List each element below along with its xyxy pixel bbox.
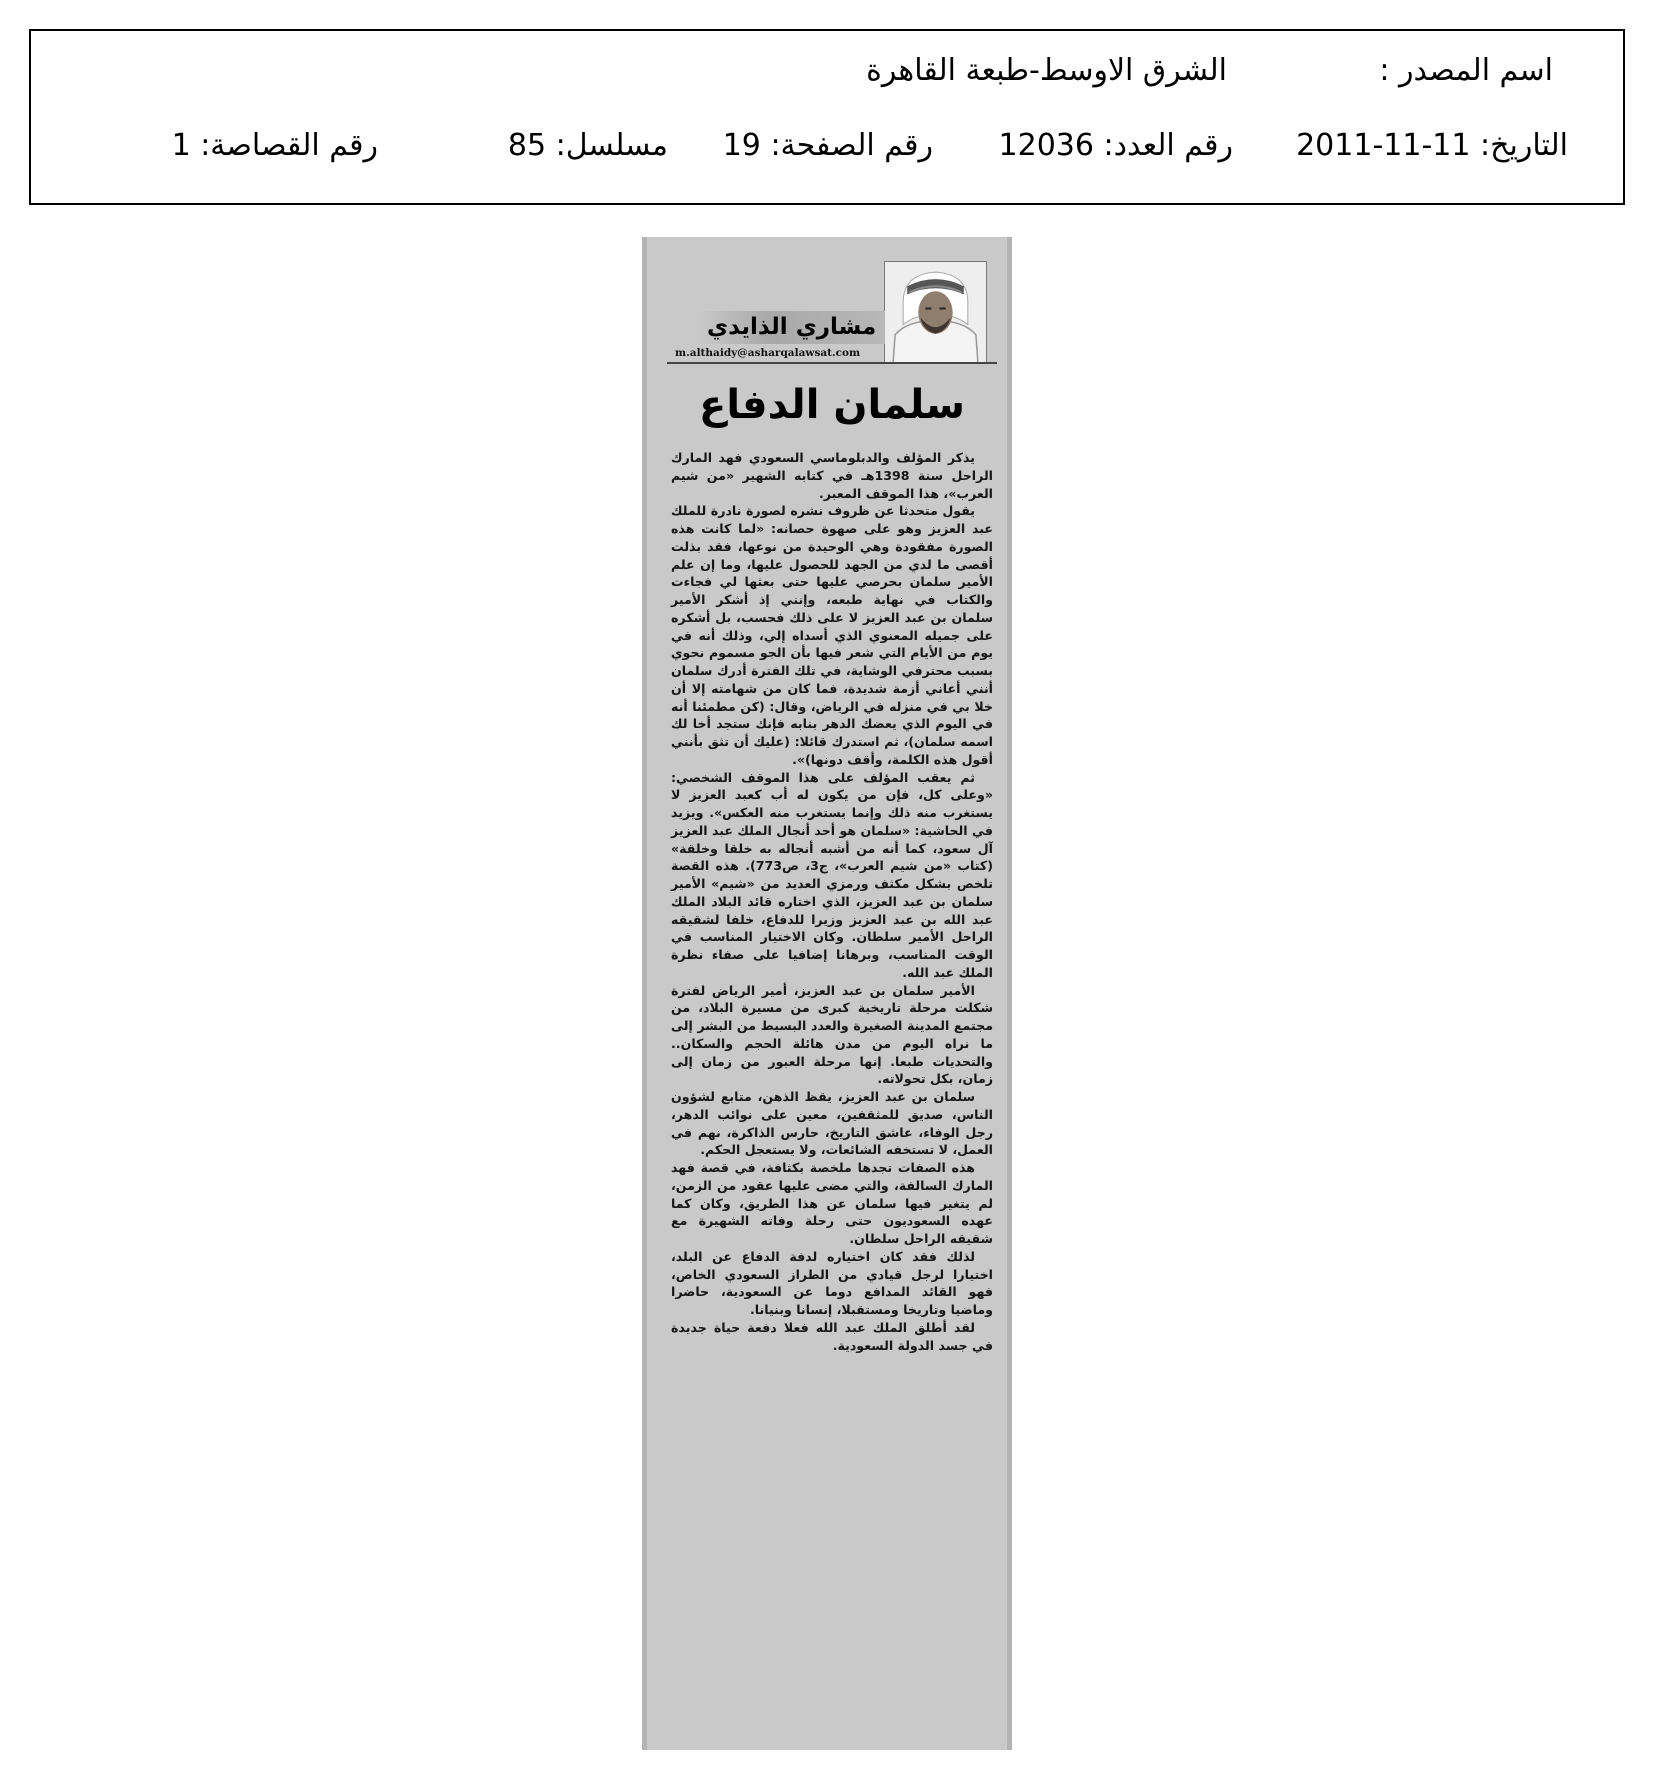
- article-paragraph: سلمان بن عبد العزيز، يقظ الذهن، متابع لشؤون الناس، صديق للمثقفين، معين على نوائب الدهر، رجل الوفاء، عاشق التاريخ، حارس الذاكرة، نهم في العمل، لا تستخفه الشائعات، ولا يستعجل الحكم.: [671, 1089, 993, 1158]
- article-paragraph: هذه الصفات تجدها ملخصة بكثافة، في قصة فهد المارك السالفة، والتي مضى عليها عقود من الزمن، لم يتغير فيها سلمان عن هذا الطريق، وكان كما عهده السعوديون حتى رحلة وفاته الشهيرة مع شقيقه الراحل سلطان.: [671, 1160, 993, 1246]
- divider: [667, 362, 997, 364]
- article-paragraph: يقول متحدثا عن ظروف نشره لصورة نادرة للملك عبد العزيز وهو على صهوة حصانه: «لما كانت هذه الصورة مفقودة وهي الوحيدة من نوعها، فقد بذلت أقصى ما لدي من الجهد للحصول عليها، وما إن علم الأمير سلمان بحرصي عليها حتى بعثها لي فجاءت والكتاب في نهاية طبعه، وإنني إذ أشكر الأمير سلمان بن عبد العزيز لا على ذلك فحسب، بل أشكره على جميله المعنوي الذي أسداه إلي، وذلك أنه في يوم من الأيام التي شعر فيها بأن الجو مسموم نحوي بسبب محترفي الوشاية، في تلك الفترة أدرك سلمان أنني أعاني أزمة شديدة، فما كان من شهامته إلا أن خلا بي في منزله في الرياض، وقال: (كن مطمئنا أنه في اليوم الذي يعضك الدهر بنابه فإنك ستجد أخا لك اسمه سلمان)، ثم استدرك قائلا: (عليك أن تثق بأنني أقول هذه الكلمة، وأقف دونها)».: [671, 503, 993, 767]
- author-name: مشاري الذايدي: [695, 311, 885, 344]
- author-email: m.althaidy@asharqalawsat.com: [675, 347, 861, 359]
- article-paragraph: الأمير سلمان بن عبد العزيز، أمير الرياض لفترة شكلت مرحلة تاريخية كبرى من مسيرة البلاد، من مجتمع المدينة الصغيرة والعدد البسيط من البشر إلى ما نراه اليوم من مدن هائلة الحجم والسكان.. والتحديات طبعا. إنها مرحلة العبور من زمان إلى زمان، بكل تحولاته.: [671, 982, 993, 1087]
- clip-number-field: رقم القصاصة: 1: [171, 128, 378, 163]
- source-info-box: [29, 29, 1625, 205]
- page-number-field: رقم الصفحة: 19: [722, 128, 933, 163]
- author-photo: [884, 261, 987, 364]
- article-body: [671, 449, 993, 1354]
- serial-number-field: مسلسل: 85: [507, 128, 668, 163]
- article-paragraph: ثم يعقب المؤلف على هذا الموقف الشخصي: «وعلى كل، فإن من يكون له أب كعبد العزيز لا يستغرب منه ذلك وإنما يستغرب منه العكس». ويزيد في الحاشية: «سلمان هو أحد أنجال الملك عبد العزيز آل سعود، كما أنه من أشبه أنجاله به خلقا وخلقة» (كتاب «من شيم العرب»، ج3، ص773). هذه القصة تلخص بشكل مكثف ورمزي العديد من «شيم» الأمير سلمان بن عبد العزيز، الذي اختاره قائد البلاد الملك عبد الله بن عبد العزيز وزيرا للدفاع، خلفا لشقيقه الراحل الأمير سلطان. وكان الاختيار المناسب في الوقت المناسب، وبرهانا إضافيا على صفاء نظرة الملك عبد الله.: [671, 769, 993, 980]
- article-paragraph: لذلك فقد كان اختياره لدفة الدفاع عن البلد، اختيارا لرجل قيادي من الطراز السعودي الخاص، فهو القائد المدافع دوما عن السعودية، حاضرا وماضيا وتاريخا ومستقبلا، إنسانا وبنيانا.: [671, 1248, 993, 1317]
- author-portrait-icon: [885, 262, 986, 363]
- article-paragraph: يذكر المؤلف والدبلوماسي السعودي فهد المارك الراحل سنة 1398هـ في كتابه الشهير «من شيم العرب»، هذا الموقف المعبر.: [671, 450, 993, 501]
- source-value: الشرق الاوسط-طبعة القاهرة: [866, 53, 1227, 88]
- source-label: اسم المصدر :: [1379, 53, 1553, 88]
- issue-number-field: رقم العدد: 12036: [998, 128, 1233, 163]
- article-paragraph: لقد أطلق الملك عبد الله فعلا دفعة حياة جديدة في جسد الدولة السعودية.: [671, 1319, 993, 1353]
- article-headline: سلمان الدفاع: [699, 382, 965, 428]
- date-field: التاريخ: 11-11-2011: [1296, 128, 1568, 163]
- newspaper-clipping: [642, 237, 1012, 1750]
